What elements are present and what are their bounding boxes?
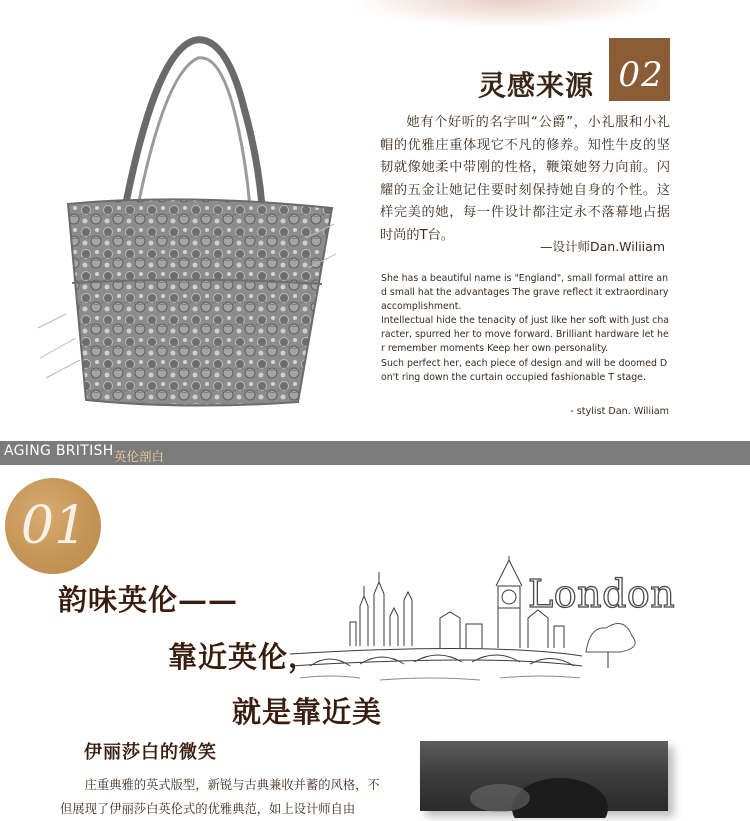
photo-subject-silhouette <box>440 758 630 818</box>
inspiration-title: 灵感来源 <box>478 69 595 102</box>
section-bar-chinese-label: 英伦剖白 <box>114 449 165 464</box>
top-decorative-fade <box>360 0 660 26</box>
designer-signature-english: - stylist Dan. Wiliiam <box>570 406 669 417</box>
english-line-1: She has a beautiful name is "England", small formal attire and small hat the advantages The grave reflect it extraordinary accomplishment. <box>381 273 669 313</box>
section-number-02: 02 <box>618 55 664 95</box>
inspiration-english-paragraph <box>381 272 671 385</box>
slogan-line-2: 靠近英伦， <box>168 640 319 674</box>
handbag-sketch-image <box>36 28 336 408</box>
english-line-3: Such perfect her, each piece of design and will be doomed Don't ring down the curtain occupied fashionable T stage. <box>381 357 668 383</box>
subheading-elizabeth-smile: 伊丽莎白的微笑 <box>84 742 217 763</box>
slogan-line-3: 就是靠近美 <box>232 695 383 729</box>
slogan-line-1: 韵味英伦—— <box>58 583 239 617</box>
inspiration-chinese-paragraph: 她有个好听的名字叫“公爵”，小礼服和小礼帽的优雅庄重体现它不凡的修养。知性牛皮的坚韧就像她柔中带刚的性格，鞭策她努力向前。闪耀的五金让她记住要时刻保持她自身的个性。这样完美的她，每一件设计都注定永不落幕地占据时尚的T台。 <box>380 115 670 243</box>
english-line-2: Intellectual hide the tenacity of just like her soft with Just character, spurred her to move forward. Brilliant hardware let her remember moments Keep her own personality. <box>381 315 670 355</box>
section-number-01: 01 <box>20 496 88 556</box>
elizabeth-paragraph: 庄重典雅的英式版型，新锐与古典兼收并蓄的风格，不但展现了伊丽莎白英伦式的优雅典范，如上设计师自由 <box>60 778 380 816</box>
designer-signature-chinese: —设计师Dan.Wiliiam <box>540 239 665 254</box>
london-wordmark: London <box>528 572 676 616</box>
section-bar-english-label: AGING BRITISH <box>4 443 114 459</box>
